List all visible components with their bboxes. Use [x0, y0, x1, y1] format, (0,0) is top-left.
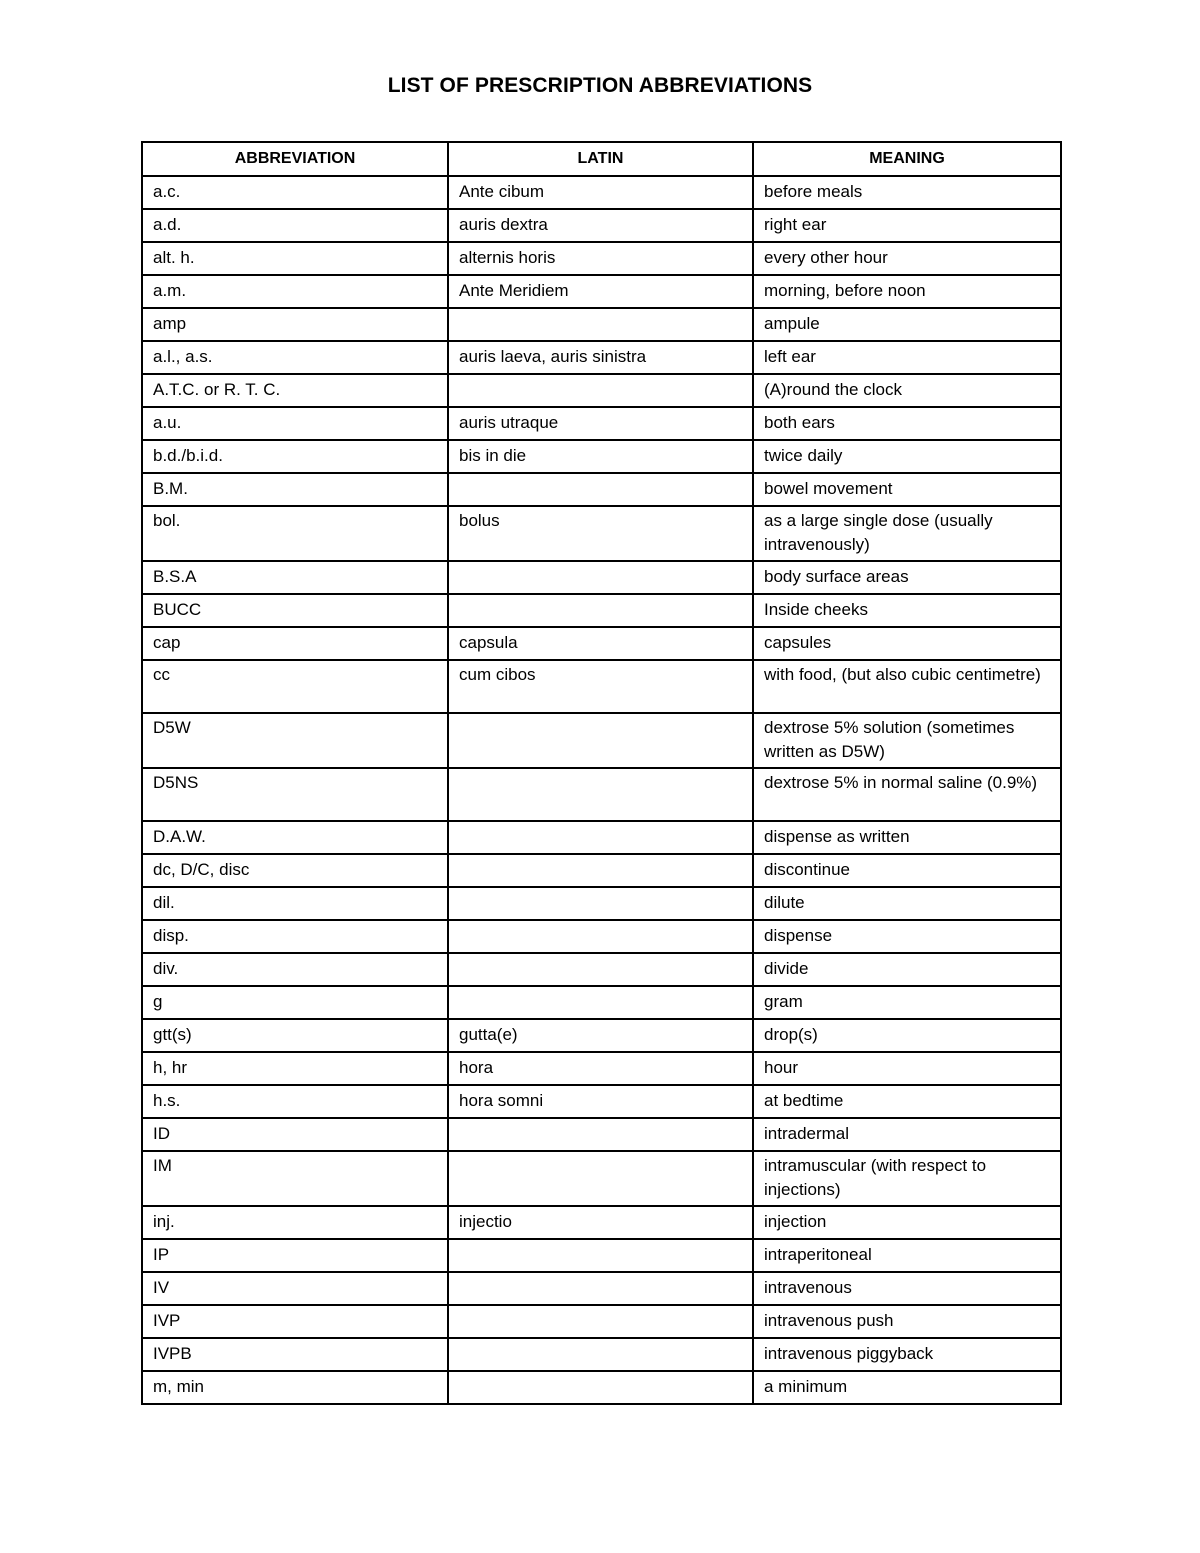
table-row — [142, 1151, 1061, 1206]
table-row — [142, 768, 1061, 821]
cell-abbreviation: ID — [142, 1118, 448, 1151]
cell-latin: hora somni — [448, 1085, 753, 1118]
cell-meaning: every other hour — [753, 242, 1061, 275]
cell-meaning: at bedtime — [753, 1085, 1061, 1118]
cell-meaning: hour — [753, 1052, 1061, 1085]
cell-latin — [448, 854, 753, 887]
table-row — [142, 854, 1061, 887]
cell-latin — [448, 1338, 753, 1371]
cell-abbreviation: gtt(s) — [142, 1019, 448, 1052]
cell-meaning: dilute — [753, 887, 1061, 920]
cell-latin: bis in die — [448, 440, 753, 473]
cell-abbreviation: A.T.C. or R. T. C. — [142, 374, 448, 407]
cell-latin — [448, 713, 753, 768]
cell-abbreviation: alt. h. — [142, 242, 448, 275]
header-latin: LATIN — [448, 142, 753, 176]
cell-abbreviation: B.M. — [142, 473, 448, 506]
cell-latin: injectio — [448, 1206, 753, 1239]
cell-latin — [448, 594, 753, 627]
cell-latin: gutta(e) — [448, 1019, 753, 1052]
cell-abbreviation: D.A.W. — [142, 821, 448, 854]
cell-meaning: injection — [753, 1206, 1061, 1239]
cell-meaning: capsules — [753, 627, 1061, 660]
table-header-row — [142, 142, 1061, 176]
table-row — [142, 209, 1061, 242]
cell-latin — [448, 561, 753, 594]
cell-abbreviation: cc — [142, 660, 448, 713]
cell-meaning: intravenous push — [753, 1305, 1061, 1338]
cell-abbreviation: dil. — [142, 887, 448, 920]
table-row — [142, 275, 1061, 308]
cell-abbreviation: IM — [142, 1151, 448, 1206]
table-row — [142, 1272, 1061, 1305]
cell-meaning: divide — [753, 953, 1061, 986]
cell-latin — [448, 920, 753, 953]
table-row — [142, 1085, 1061, 1118]
cell-meaning: intramuscular (with respect to injections) — [753, 1151, 1061, 1206]
cell-abbreviation: h.s. — [142, 1085, 448, 1118]
cell-meaning: a minimum — [753, 1371, 1061, 1404]
table-row — [142, 1239, 1061, 1272]
cell-abbreviation: amp — [142, 308, 448, 341]
cell-abbreviation: IP — [142, 1239, 448, 1272]
cell-meaning: dextrose 5% in normal saline (0.9%) — [753, 768, 1061, 821]
cell-latin: bolus — [448, 506, 753, 561]
cell-abbreviation: a.d. — [142, 209, 448, 242]
table-row — [142, 1019, 1061, 1052]
cell-latin — [448, 1151, 753, 1206]
table-row — [142, 713, 1061, 768]
table-row — [142, 242, 1061, 275]
abbreviations-table — [141, 141, 1062, 1405]
cell-abbreviation: IV — [142, 1272, 448, 1305]
cell-meaning: drop(s) — [753, 1019, 1061, 1052]
cell-meaning: intraperitoneal — [753, 1239, 1061, 1272]
table-row — [142, 1206, 1061, 1239]
cell-latin — [448, 473, 753, 506]
cell-meaning: before meals — [753, 176, 1061, 209]
table-row — [142, 1052, 1061, 1085]
cell-abbreviation: inj. — [142, 1206, 448, 1239]
cell-latin — [448, 887, 753, 920]
cell-abbreviation: BUCC — [142, 594, 448, 627]
cell-meaning: twice daily — [753, 440, 1061, 473]
cell-abbreviation: a.u. — [142, 407, 448, 440]
cell-latin — [448, 374, 753, 407]
cell-latin: auris utraque — [448, 407, 753, 440]
cell-abbreviation: D5NS — [142, 768, 448, 821]
cell-abbreviation: b.d./b.i.d. — [142, 440, 448, 473]
cell-meaning: dextrose 5% solution (sometimes written as D5W) — [753, 713, 1061, 768]
cell-latin — [448, 1305, 753, 1338]
cell-latin: capsula — [448, 627, 753, 660]
table-row — [142, 1338, 1061, 1371]
cell-meaning: with food, (but also cubic centimetre) — [753, 660, 1061, 713]
cell-latin — [448, 768, 753, 821]
cell-meaning: intradermal — [753, 1118, 1061, 1151]
cell-abbreviation: a.l., a.s. — [142, 341, 448, 374]
cell-abbreviation: a.m. — [142, 275, 448, 308]
cell-meaning: dispense — [753, 920, 1061, 953]
table-body — [142, 176, 1061, 1404]
page-title: LIST OF PRESCRIPTION ABBREVIATIONS — [387, 74, 813, 97]
table-row — [142, 660, 1061, 713]
table-row — [142, 176, 1061, 209]
cell-latin — [448, 953, 753, 986]
cell-latin — [448, 1272, 753, 1305]
header-meaning: MEANING — [753, 142, 1061, 176]
cell-abbreviation: cap — [142, 627, 448, 660]
cell-meaning: right ear — [753, 209, 1061, 242]
cell-latin: cum cibos — [448, 660, 753, 713]
cell-latin — [448, 308, 753, 341]
cell-meaning: intravenous piggyback — [753, 1338, 1061, 1371]
table-row — [142, 594, 1061, 627]
table-row — [142, 561, 1061, 594]
table-row — [142, 821, 1061, 854]
cell-meaning: ampule — [753, 308, 1061, 341]
table-row — [142, 986, 1061, 1019]
cell-abbreviation: IVPB — [142, 1338, 448, 1371]
cell-latin — [448, 1239, 753, 1272]
cell-abbreviation: B.S.A — [142, 561, 448, 594]
cell-latin — [448, 1118, 753, 1151]
cell-abbreviation: IVP — [142, 1305, 448, 1338]
cell-abbreviation: D5W — [142, 713, 448, 768]
cell-abbreviation: m, min — [142, 1371, 448, 1404]
cell-meaning: gram — [753, 986, 1061, 1019]
cell-abbreviation: dc, D/C, disc — [142, 854, 448, 887]
table-row — [142, 473, 1061, 506]
cell-meaning: intravenous — [753, 1272, 1061, 1305]
cell-abbreviation: g — [142, 986, 448, 1019]
cell-latin: Ante cibum — [448, 176, 753, 209]
cell-meaning: both ears — [753, 407, 1061, 440]
cell-latin: alternis horis — [448, 242, 753, 275]
cell-abbreviation: div. — [142, 953, 448, 986]
table-row — [142, 308, 1061, 341]
cell-abbreviation: disp. — [142, 920, 448, 953]
table-row — [142, 1371, 1061, 1404]
table-row — [142, 627, 1061, 660]
cell-latin: hora — [448, 1052, 753, 1085]
table-row — [142, 1305, 1061, 1338]
cell-latin: auris dextra — [448, 209, 753, 242]
cell-latin: Ante Meridiem — [448, 275, 753, 308]
cell-latin: auris laeva, auris sinistra — [448, 341, 753, 374]
cell-latin — [448, 821, 753, 854]
cell-meaning: dispense as written — [753, 821, 1061, 854]
cell-meaning: body surface areas — [753, 561, 1061, 594]
table-row — [142, 953, 1061, 986]
table-row — [142, 1118, 1061, 1151]
table-row — [142, 887, 1061, 920]
cell-meaning: Inside cheeks — [753, 594, 1061, 627]
cell-meaning: (A)round the clock — [753, 374, 1061, 407]
cell-meaning: as a large single dose (usually intravenously) — [753, 506, 1061, 561]
table-row — [142, 374, 1061, 407]
table-row — [142, 506, 1061, 561]
header-abbreviation: ABBREVIATION — [142, 142, 448, 176]
cell-meaning: left ear — [753, 341, 1061, 374]
cell-abbreviation: bol. — [142, 506, 448, 561]
cell-latin — [448, 1371, 753, 1404]
cell-latin — [448, 986, 753, 1019]
cell-abbreviation: h, hr — [142, 1052, 448, 1085]
table-row — [142, 341, 1061, 374]
cell-abbreviation: a.c. — [142, 176, 448, 209]
table-row — [142, 407, 1061, 440]
table-row — [142, 440, 1061, 473]
table-row — [142, 920, 1061, 953]
cell-meaning: morning, before noon — [753, 275, 1061, 308]
cell-meaning: discontinue — [753, 854, 1061, 887]
cell-meaning: bowel movement — [753, 473, 1061, 506]
